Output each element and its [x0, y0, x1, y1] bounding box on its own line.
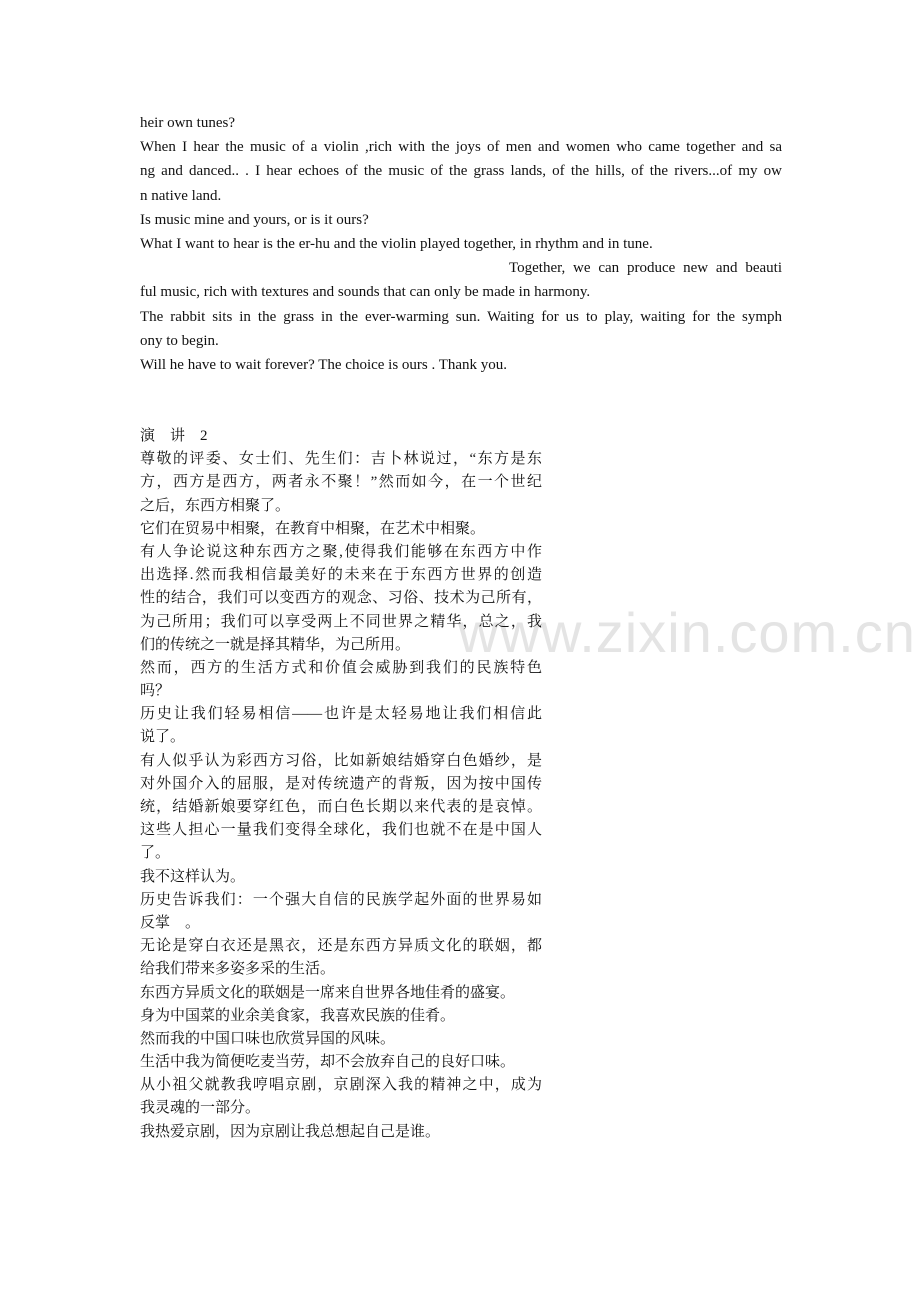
english-speech-continuation: [140, 111, 782, 377]
paragraph-line: The rabbit sits in the grass in the ever-warming sun. Waiting for us to play, waiting for the symph: [140, 308, 782, 325]
paragraph-line: 它们在贸易中相聚，在教育中相聚，在艺术中相聚。: [140, 520, 486, 537]
paragraph-line: ng and danced.. . I hear echoes of the music of the grass lands, of the hills, of the rivers...of my ow: [140, 163, 782, 180]
paragraph-line: 性的结合，我们可以变西方的观念、习俗、技术为己所有，: [140, 590, 542, 607]
chinese-speech-2: [140, 425, 542, 1144]
paragraph-line: When I hear the music of a violin ,rich with the joys of men and women who came together and sa: [140, 139, 782, 156]
paragraph-line: 之后，东西方相聚了。: [140, 497, 291, 514]
paragraph-line: 这些人担心一量我们变得全球化，我们也就不在是中国人: [140, 822, 542, 839]
paragraph-line: Will he have to wait forever? The choice is ours . Thank you.: [140, 356, 508, 373]
paragraph-line: 我灵魂的一部分。: [140, 1100, 261, 1117]
paragraph-line: 我热爱京剧，因为京剧让我总想起自己是谁。: [140, 1123, 441, 1140]
paragraph-line: 生活中我为简便吃麦当劳，却不会放弃自己的良好口味。: [140, 1054, 516, 1071]
paragraph-line: 有人似乎认为彩西方习俗，比如新娘结婚穿白色婚纱，是: [140, 752, 542, 769]
paragraph-line: 给我们带来多姿多采的生活。: [140, 961, 336, 978]
paragraph-line: What I want to hear is the er-hu and the violin played together, in rhythm and in tune.: [140, 235, 653, 252]
paragraph-line: 我不这样认为。: [140, 868, 246, 885]
paragraph-line: 历史让我们轻易相信——也许是太轻易地让我们相信此: [140, 706, 542, 723]
paragraph-line: 然而我的中国口味也欣赏异国的风味。: [140, 1030, 396, 1047]
paragraph-line: 吗？: [140, 683, 171, 700]
paragraph-line: 然而，西方的生活方式和价值会威胁到我们的民族特色: [140, 659, 542, 676]
paragraph-line: 东西方异质文化的联姻是一席来自世界各地佳肴的盛宴。: [140, 984, 516, 1001]
paragraph-line: n native land.: [140, 187, 222, 204]
paragraph-line: 有人争论说这种东西方之聚,使得我们能够在东西方中作: [140, 543, 542, 560]
paragraph-line: 反掌 。: [140, 914, 201, 931]
watermark: www.zixin.com.cn: [458, 601, 916, 664]
paragraph-line: 无论是穿白衣还是黑衣，还是东西方异质文化的联姻，都: [140, 938, 542, 955]
paragraph-line: Together, we can produce new and beauti: [509, 260, 782, 277]
paragraph-line: 历史告诉我们：一个强大自信的民族学起外面的世界易如: [140, 891, 542, 908]
paragraph-line: heir own tunes?: [140, 115, 235, 131]
paragraph-line: ony to begin.: [140, 332, 219, 349]
paragraph-line: 从小祖父就教我哼唱京剧，京剧深入我的精神之中，成为: [140, 1077, 542, 1094]
paragraph-line: ful music, rich with textures and sounds that can only be made in harmony.: [140, 284, 591, 301]
paragraph-line: 尊敬的评委、女士们、先生们：吉卜林说过，“东方是东: [140, 451, 542, 468]
paragraph-line: 为己所用；我们可以享受两上不同世界之精华，总之，我: [140, 613, 542, 630]
paragraph-line: 方，西方是西方，两者永不聚！”然而如今，在一个世纪: [140, 474, 542, 491]
paragraph-line: 们的传统之一就是择其精华，为己所用。: [140, 636, 411, 653]
paragraph-line: 身为中国菜的业余美食家，我喜欢民族的佳肴。: [140, 1007, 456, 1024]
paragraph-line: Is music mine and yours, or is it ours?: [140, 211, 369, 228]
paragraph-line: 对外国介入的屈服，是对传统遗产的背叛，因为按中国传: [140, 775, 542, 792]
paragraph-line: 统，结婚新娘要穿红色，而白色长期以来代表的是哀悼。: [140, 799, 542, 815]
paragraph-line: 了。: [140, 845, 171, 862]
paragraph-line: 说了。: [140, 729, 186, 746]
paragraph-line: 出选择.然而我相信最美好的未来在于东西方世界的创造: [140, 567, 542, 584]
speech-heading: 演 讲 2: [140, 428, 208, 444]
